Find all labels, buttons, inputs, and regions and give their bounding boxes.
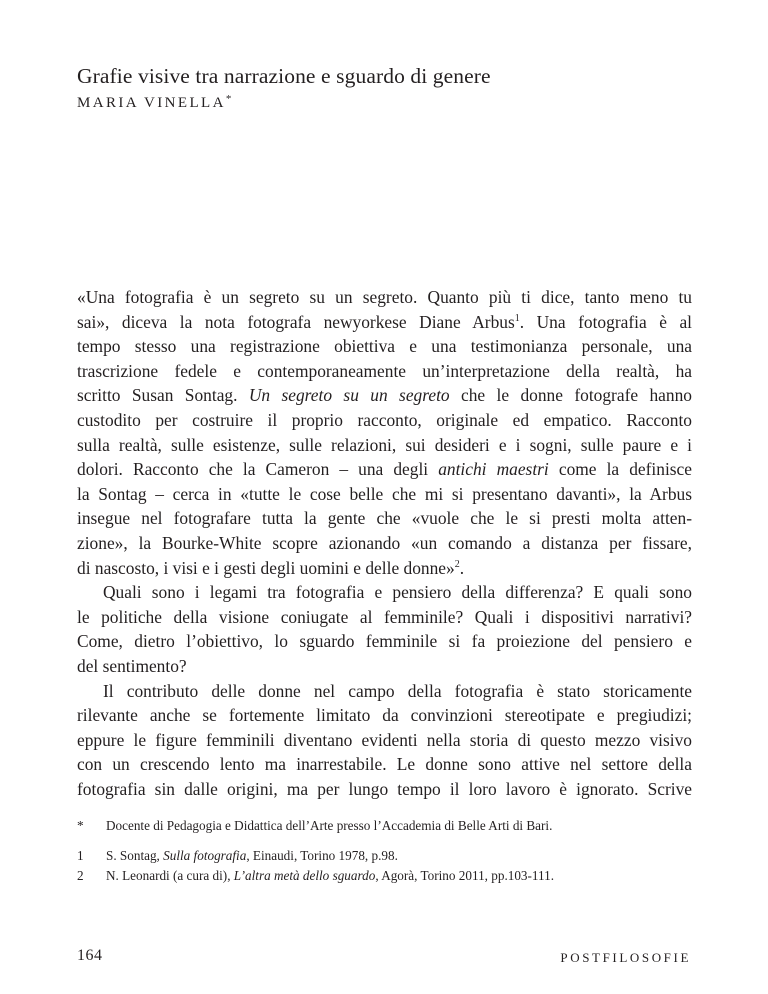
body-line-5-italic: Un segreto su un segreto (248, 385, 450, 406)
footnote-1-pre: S. Sontag, (106, 848, 164, 863)
body-line-5-text: scritto Susan Sontag. (77, 385, 238, 406)
body-line-5 (77, 383, 692, 408)
body-line-16 (77, 654, 692, 679)
footnote-1-mark: 1 (77, 848, 84, 863)
body-line-17-text: Il contributo delle donne nel campo della fotografia è stato storicamente (103, 680, 692, 701)
footnote-2-mark: 2 (77, 868, 84, 883)
footnote-2-pre: N. Leonardi (a cura di), (106, 868, 234, 883)
footnote-2 (77, 866, 692, 886)
body-line-4-text: trascrizione fedele e contemporaneamente un’interpretazione della realtà, ha (77, 360, 692, 381)
body-line-21-text: fotografia sin dalle origini, ma per lungo tempo il loro lavoro è ignorato. Scrive (77, 778, 692, 799)
body-line-13-text: Quali sono i legami tra fotografia e pensiero della differenza? E quali sono (103, 582, 692, 603)
footnote-star-mark: * (77, 818, 84, 833)
body-line-19-text: eppure le figure femminili diventano evidenti nella storia di questo mezzo visivo (77, 729, 692, 750)
body-line-18-text: rilevante anche se fortemente limitato da convinzioni stereotipate e pregiudizi; (77, 705, 692, 726)
footnote-ref-2[interactable]: 2 (454, 558, 460, 570)
body-line-8-tail: come la definisce (548, 459, 692, 480)
body-line-15 (77, 629, 692, 654)
page-number: 164 (77, 947, 103, 964)
body-line-3-text: tempo stesso una registrazione obiettiva e una testimonianza personale, una (77, 336, 692, 357)
body-line-20 (77, 752, 692, 777)
body-line-11 (77, 531, 692, 556)
body-line-12-text: di nascosto, i visi e i gesti degli uomini e delle donne» (77, 557, 455, 578)
footnote-2-title: L’altra metà dello sguardo (233, 868, 376, 883)
body-line-12-tail: . (459, 557, 465, 578)
author-name-text: MARIA VINELLA (77, 95, 226, 111)
footnote-1 (77, 846, 692, 866)
body-line-10-text: insegue nel fotografare tutta la gente che «vuole che le si presti molta atten- (77, 508, 692, 529)
footnote-star-text: Docente di Pedagogia e Didattica dell’Arte presso l’Accademia di Belle Arti di Bari. (106, 818, 553, 833)
body-line-17 (77, 679, 692, 704)
article-body (77, 285, 692, 801)
body-line-14-text: le politiche della visione coniugate al femminile? Quali i dispositivi narrativi? (77, 606, 692, 627)
body-line-4 (77, 359, 692, 384)
body-line-2-tail: . Una fotografia è al (519, 311, 692, 332)
body-line-21 (77, 777, 692, 802)
author-name (77, 93, 231, 112)
footnote-1-title: Sulla fotografia (163, 848, 247, 863)
body-line-10 (77, 506, 692, 531)
footnote-ref-1[interactable]: 1 (514, 312, 520, 324)
body-line-1 (77, 285, 692, 310)
footnote-star (77, 816, 692, 836)
body-line-7 (77, 433, 692, 458)
body-line-7-text: sulla realtà, sulle esistenze, sulle relazioni, sui desideri e i sogni, sulle paure e i (77, 434, 692, 455)
author-footnote-mark: * (225, 93, 232, 105)
footnote-1-post: , Einaudi, Torino 1978, p.98. (246, 848, 398, 863)
body-line-8 (77, 457, 692, 482)
body-line-20-text: con un crescendo lento ma inarrestabile. Le donne sono attive nel settore della (77, 754, 692, 775)
article-title: Grafie visive tra narrazione e sguardo di genere (77, 64, 491, 88)
footnote-2-post: , Agorà, Torino 2011, pp.103-111. (375, 868, 555, 883)
body-line-13 (77, 580, 692, 605)
body-line-6-text: custodito per costruire il proprio racconto, originale ed empatico. Racconto (77, 409, 692, 430)
footnotes (77, 816, 692, 886)
body-line-9-text: la Sontag – cerca in «tutte le cose belle che mi si presentano davanti», la Arbus (77, 483, 692, 504)
body-line-2 (77, 310, 692, 335)
body-line-15-text: Come, dietro l’obiettivo, lo sguardo femminile si fa proiezione del pensiero e (77, 631, 692, 652)
body-line-18 (77, 703, 692, 728)
body-line-11-text: zione», la Bourke-White scopre azionando «un comando a distanza per fissare, (77, 532, 692, 553)
body-line-3 (77, 334, 692, 359)
body-line-16-text: del sentimento? (77, 655, 187, 676)
body-line-1-text: «Una fotografia è un segreto su un segreto. Quanto più ti dice, tanto meno tu (77, 287, 692, 307)
body-line-12 (77, 556, 692, 581)
body-line-2-text: sai», diceva la nota fotografa newyorkese Diane Arbus (77, 311, 515, 332)
body-line-9 (77, 482, 692, 507)
body-line-5-tail: che le donne fotografe hanno (449, 385, 692, 406)
body-line-6 (77, 408, 692, 433)
body-line-19 (77, 728, 692, 753)
footnote-2-text (106, 866, 554, 886)
body-line-14 (77, 605, 692, 630)
journal-name: POSTFILOSOFIE (560, 950, 691, 965)
body-line-8-text: dolori. Racconto che la Cameron – una degli (77, 459, 429, 480)
footnote-1-text (106, 846, 398, 866)
body-line-8-italic: antichi maestri (438, 459, 549, 480)
